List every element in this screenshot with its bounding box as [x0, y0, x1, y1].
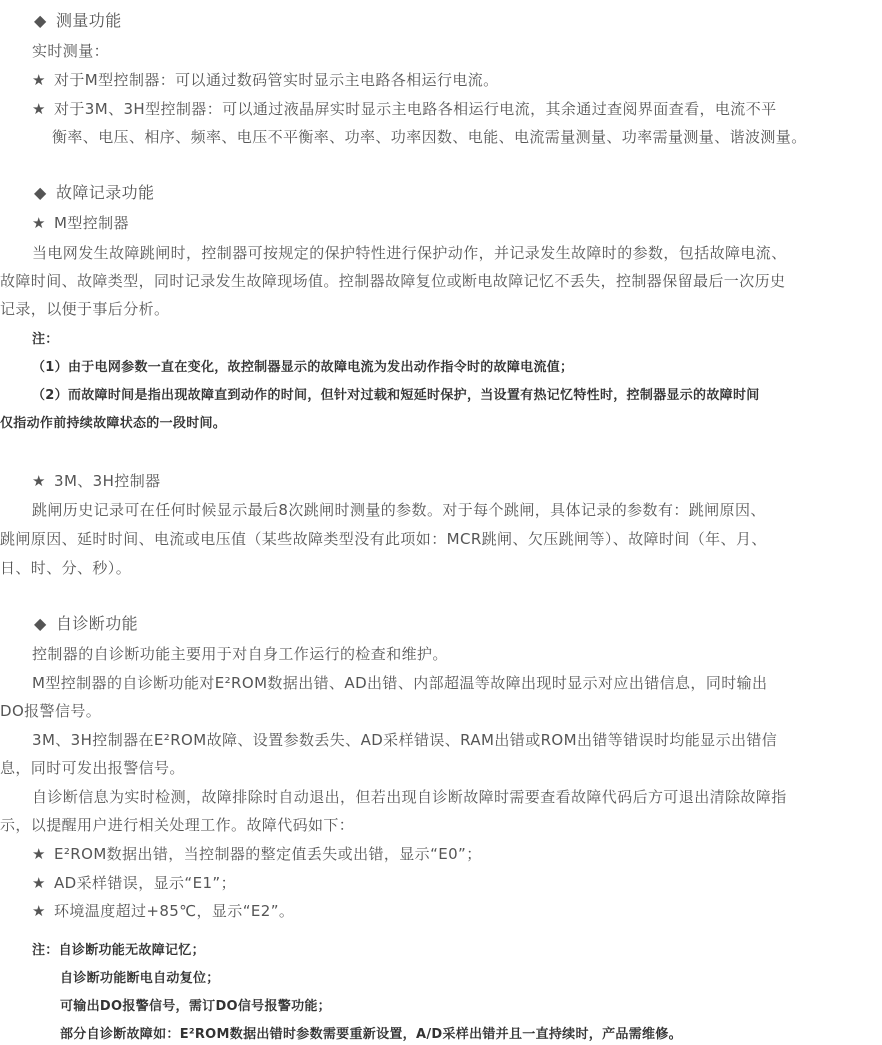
diag-para-4-line-1: 自诊断信息为实时检测，故障排除时自动退出，但若出现自诊断故障时需要查看故障代码后方可退出清除故障指: [32, 788, 787, 806]
star-icon: ★: [32, 472, 46, 490]
section-heading-diag: ◆ 自诊断功能: [34, 614, 139, 633]
diag-code-e1: ★ AD采样错误，显示“E1”；: [32, 874, 236, 892]
diag-para-2-line-1: M型控制器的自诊断功能对E²ROM数据出错、AD出错、内部超温等故障出现时显示对应出错信息，同时输出: [32, 674, 768, 692]
diag-para-3-line-1: 3M、3H控制器在E²ROM故障、设置参数丢失、AD采样错误、RAM出错或ROM出错等错误时均能显示出错信: [32, 731, 778, 749]
star-icon: ★: [32, 874, 46, 892]
measure-intro: 实时测量：: [32, 42, 110, 60]
diamond-icon: ◆: [34, 183, 47, 202]
measure-item-2-continuation: 衡率、电压、相序、频率、电压不平衡率、功率、功率因数、电能、电流需量测量、功率需量测量、谐波测量。: [52, 128, 807, 146]
diamond-icon: ◆: [34, 11, 47, 30]
fault-m-para-line-1: 当电网发生故障跳闸时，控制器可按规定的保护特性进行保护动作，并记录发生故障时的参数，包括故障电流、: [32, 244, 787, 262]
fault-note-2-line-2: 仅指动作前持续故障状态的一段时间。: [0, 416, 227, 431]
diag-para-1: 控制器的自诊断功能主要用于对自身工作运行的检查和维护。: [32, 645, 448, 663]
fault-note-1: （1）由于电网参数一直在变化，故控制器显示的故障电流为发出动作指令时的故障电流值；: [32, 360, 574, 375]
fault-sub-m: ★ M型控制器: [32, 214, 129, 232]
section-heading-fault: ◆ 故障记录功能: [34, 183, 155, 202]
fault-note-label: 注：: [32, 332, 59, 347]
star-icon: ★: [32, 71, 46, 89]
fault-3-para-line-2: 跳闸原因、延时时间、电流或电压值（某些故障类型没有此项如：MCR跳闸、欠压跳闸等）、故障时间（年、月、: [0, 530, 767, 548]
fault-m-para-line-3: 记录，以便于事后分析。: [0, 300, 170, 318]
diag-note-2: 自诊断功能断电自动复位；: [60, 971, 220, 986]
diag-para-2-line-2: DO报警信号。: [0, 702, 102, 720]
diag-note-3: 可输出DO报警信号，需订DO信号报警功能；: [60, 999, 331, 1014]
measure-item-2: ★ 对于3M、3H型控制器：可以通过液晶屏实时显示主电路各相运行电流，其余通过查阅界面查看，电流不平: [32, 100, 777, 118]
star-icon: ★: [32, 214, 46, 232]
diag-para-4-line-2: 示，以提醒用户进行相关处理工作。故障代码如下：: [0, 816, 355, 834]
diag-code-e0: ★ E²ROM数据出错，当控制器的整定值丢失或出错，显示“E0”；: [32, 845, 482, 863]
diag-note-1: 注：自诊断功能无故障记忆；: [32, 943, 205, 958]
diag-code-e2: ★ 环境温度超过+85℃，显示“E2”。: [32, 902, 295, 920]
fault-m-para-line-2: 故障时间、故障类型，同时记录发生故障现场值。控制器故障复位或断电故障记忆不丢失，控制器保留最后一次历史: [0, 272, 786, 290]
star-icon: ★: [32, 845, 46, 863]
measure-item-1: ★ 对于M型控制器：可以通过数码管实时显示主电路各相运行电流。: [32, 71, 499, 89]
diag-note-4: 部分自诊断故障如：E²ROM数据出错时参数需要重新设置，A/D采样出错并且一直持续时，产品需维修。: [60, 1027, 682, 1042]
fault-note-2-line-1: （2）而故障时间是指出现故障直到动作的时间，但针对过载和短延时保护，当设置有热记忆特性时，控制器显示的故障时间: [32, 388, 760, 403]
star-icon: ★: [32, 902, 46, 920]
fault-3-para-line-3: 日、时、分、秒）。: [0, 559, 132, 577]
fault-3-para-line-1: 跳闸历史记录可在任何时候显示最后8次跳闸时测量的参数。对于每个跳闸，具体记录的参数有：跳闸原因、: [32, 501, 766, 519]
diag-para-3-line-2: 息，同时可发出报警信号。: [0, 759, 185, 777]
diamond-icon: ◆: [34, 614, 47, 633]
star-icon: ★: [32, 100, 46, 118]
section-heading-measure: ◆ 测量功能: [34, 11, 122, 30]
fault-sub-3m3h: ★ 3M、3H控制器: [32, 472, 161, 490]
